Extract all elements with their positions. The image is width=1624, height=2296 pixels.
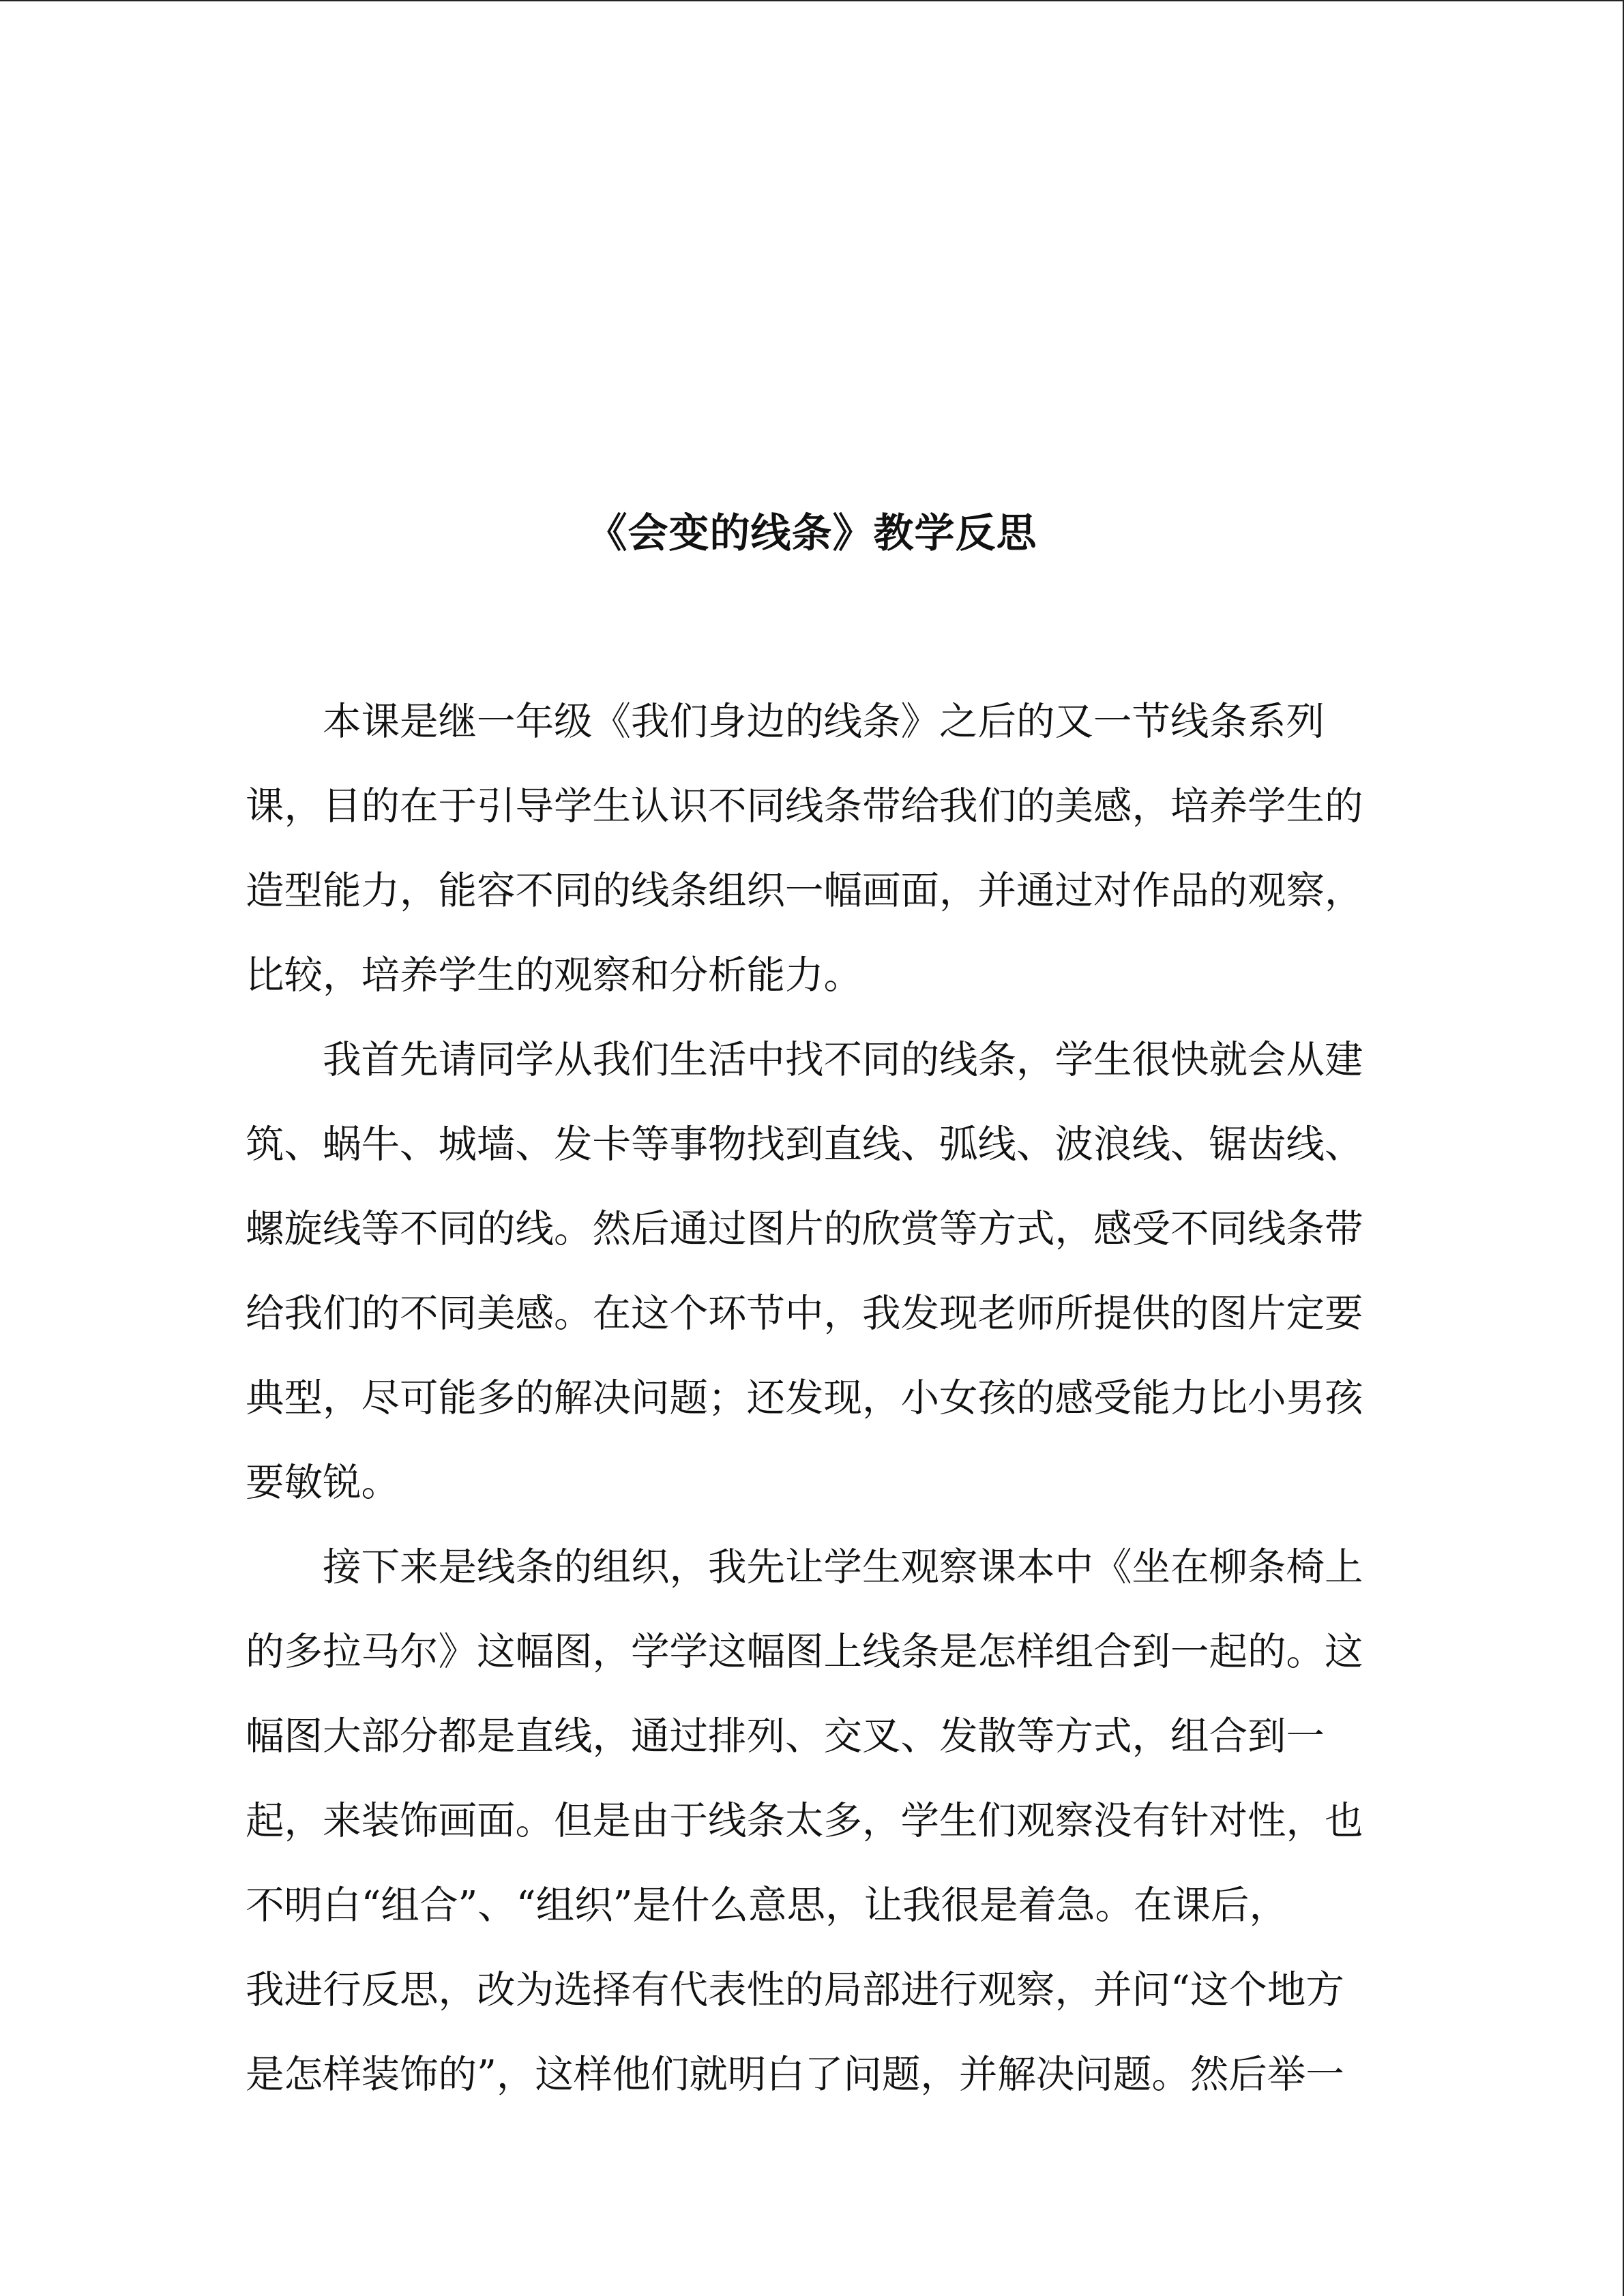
document-title: 《会变的线条》教学反思	[587, 509, 1037, 556]
text-line: 比较，培养学生的观察和分析能力。	[246, 953, 862, 998]
text-line: 我首先请同学从我们生活中找不同的线条，学生很快就会从建	[323, 1038, 1363, 1082]
text-line: 螺旋线等不同的线。然后通过图片的欣赏等方式，感受不同线条带	[246, 1207, 1363, 1251]
text-line: 课，目的在于引导学生认识不同线条带给我们的美感，培养学生的	[246, 784, 1363, 829]
text-line: 是怎样装饰的”，这样他们就明白了问题，并解决问题。然后举一	[246, 2053, 1344, 2097]
text-line: 的多拉马尔》这幅图，学学这幅图上线条是怎样组合到一起的。这	[246, 1630, 1363, 1674]
text-line: 起，来装饰画面。但是由于线条太多，学生们观察没有针对性，也	[246, 1799, 1363, 1843]
text-line: 筑、蜗牛、城墙、发卡等事物找到直线、弧线、波浪线、锯齿线、	[246, 1122, 1363, 1167]
text-line: 要敏锐。	[246, 1461, 400, 1505]
text-line: 幅图大部分都是直线，通过排列、交叉、发散等方式，组合到一	[246, 1714, 1325, 1759]
text-line: 典型，尽可能多的解决问题；还发现，小女孩的感受能力比小男孩	[246, 1376, 1363, 1420]
text-line: 造型能力，能容不同的线条组织一幅画面，并通过对作品的观察，	[246, 869, 1363, 913]
text-line: 接下来是线条的组织，我先让学生观察课本中《坐在柳条椅上	[323, 1545, 1363, 1590]
document-body	[246, 680, 1363, 2117]
text-line: 本课是继一年级《我们身边的线条》之后的又一节线条系列	[323, 700, 1325, 744]
text-line: 我进行反思，改为选择有代表性的局部进行观察，并问“这个地方	[246, 1968, 1344, 2012]
text-line: 给我们的不同美感。在这个环节中，我发现老师所提供的图片定要	[246, 1292, 1363, 1336]
text-line: 不明白“组合”、“组织”是什么意思，让我很是着急。在课后，	[246, 1883, 1288, 1928]
